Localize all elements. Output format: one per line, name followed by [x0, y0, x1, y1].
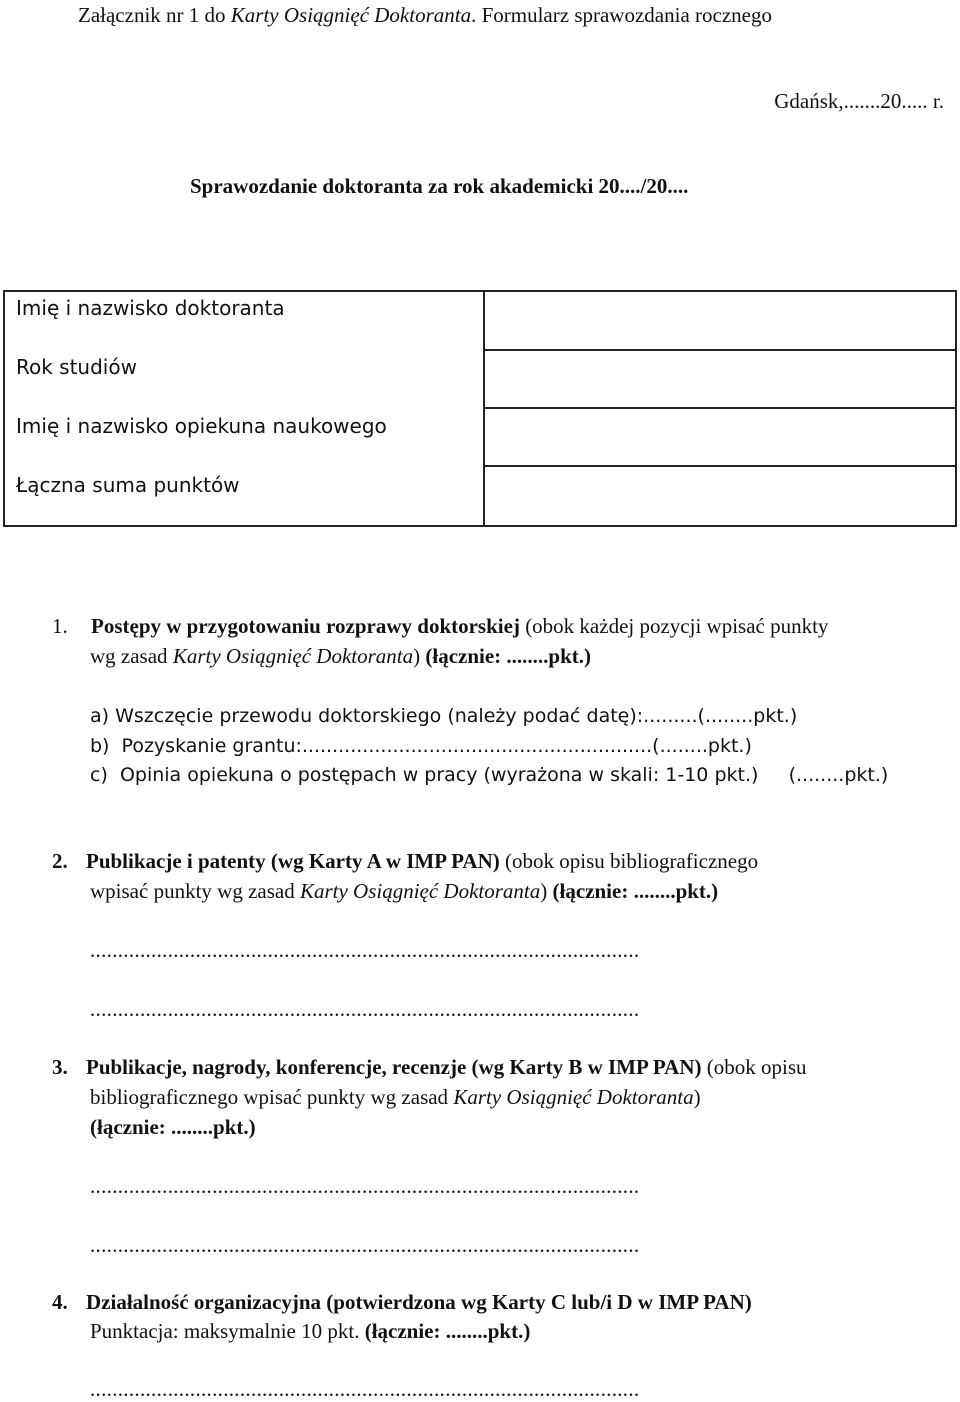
section2-number: 2.	[52, 849, 68, 873]
section2-dots-2[interactable]: ...................................................................................................	[90, 997, 640, 1021]
section2-total: (łącznie: ........pkt.)	[552, 879, 719, 903]
section4-heading	[52, 1289, 752, 1315]
section3-line2-text: bibliograficznego wpisać punkty wg zasad	[90, 1085, 454, 1109]
section2-dots-1[interactable]: ...................................................................................................	[90, 938, 640, 962]
section3-heading-line2	[90, 1084, 701, 1110]
section3-number: 3.	[52, 1055, 68, 1079]
annex-prefix: Załącznik nr 1 do	[78, 3, 231, 27]
report-title-text: Sprawozdanie doktoranta za rok akademicki 20..../20....	[190, 174, 689, 198]
section1-heading-line2	[90, 643, 591, 669]
section1-line2-close: )	[413, 644, 426, 668]
section3-line2-close: )	[693, 1085, 701, 1109]
section1-number: 1.	[52, 614, 68, 638]
section1-total: (łącznie: ........pkt.)	[425, 644, 592, 668]
label-total-points: Łączna suma punktów	[16, 473, 240, 497]
section3-total: (łącznie: ........pkt.)	[90, 1115, 256, 1139]
field-total-points[interactable]	[483, 465, 955, 525]
section3-heading	[52, 1054, 807, 1080]
section2-note: (obok opisu bibliograficznego	[499, 849, 759, 873]
section1-heading	[52, 613, 828, 639]
info-table-labels	[5, 292, 485, 525]
section1-item-a: a) Wszczęcie przewodu doktorskiego (należy podać datę):.........(........pkt.)	[90, 705, 798, 727]
field-supervisor-name[interactable]	[483, 407, 955, 467]
section4-total: (łącznie: ........pkt.)	[364, 1319, 531, 1343]
label-supervisor-name: Imię i nazwisko opiekuna naukowego	[16, 414, 387, 438]
section2-heading	[52, 848, 758, 874]
section1-title: Postępy w przygotowaniu rozprawy doktorskiej	[91, 614, 520, 638]
report-title	[190, 173, 688, 199]
section4-title: Działalność organizacyjna (potwierdzona wg Karty C lub/i D w IMP PAN)	[86, 1290, 752, 1314]
section1-line2-italic: Karty Osiągnięć Doktoranta	[172, 644, 414, 668]
section2-title: Publikacje i patenty (wg Karty A w IMP PAN)	[86, 849, 500, 873]
section3-line2-italic: Karty Osiągnięć Doktoranta	[453, 1085, 694, 1109]
label-year-of-study: Rok studiów	[16, 355, 137, 379]
annex-header	[78, 2, 772, 28]
section4-dots-1[interactable]: ...................................................................................................	[90, 1377, 640, 1401]
section2-line2-text: wpisać punkty wg zasad	[90, 879, 300, 903]
annex-italic: Karty Osiągnięć Doktoranta	[230, 3, 472, 27]
section3-note: (obok opisu	[701, 1055, 807, 1079]
section3-heading-line3	[90, 1114, 256, 1140]
section1-note: (obok każdej pozycji wpisać punkty	[519, 614, 829, 638]
section4-heading-line2	[90, 1318, 530, 1344]
section2-heading-line2	[90, 878, 718, 904]
info-table	[3, 290, 957, 527]
section1-line2-text: wg zasad	[90, 644, 173, 668]
section1-item-c: c) Opinia opiekuna o postępach w pracy (wyrażona w skali: 1-10 pkt.) (........pkt.)	[90, 764, 889, 786]
section2-line2-italic: Karty Osiągnięć Doktoranta	[299, 879, 541, 903]
section3-dots-2[interactable]: ...................................................................................................	[90, 1233, 640, 1257]
section1-item-b: b) Pozyskanie grantu:..........................................................(........pkt.)	[90, 735, 752, 757]
field-doctoral-name[interactable]	[483, 292, 955, 351]
section3-title: Publikacje, nagrody, konferencje, recenzje (wg Karty B w IMP PAN)	[86, 1055, 702, 1079]
section3-dots-1[interactable]: ...................................................................................................	[90, 1174, 640, 1198]
label-doctoral-name: Imię i nazwisko doktoranta	[16, 296, 285, 320]
annex-suffix: . Formularz sprawozdania rocznego	[471, 3, 772, 27]
section2-line2-close: )	[540, 879, 553, 903]
field-year-of-study[interactable]	[483, 349, 955, 409]
section4-number: 4.	[52, 1290, 68, 1314]
section4-scoring: Punktacja: maksymalnie 10 pkt.	[90, 1319, 365, 1343]
place-date: Gdańsk,.......20..... r.	[774, 89, 944, 113]
